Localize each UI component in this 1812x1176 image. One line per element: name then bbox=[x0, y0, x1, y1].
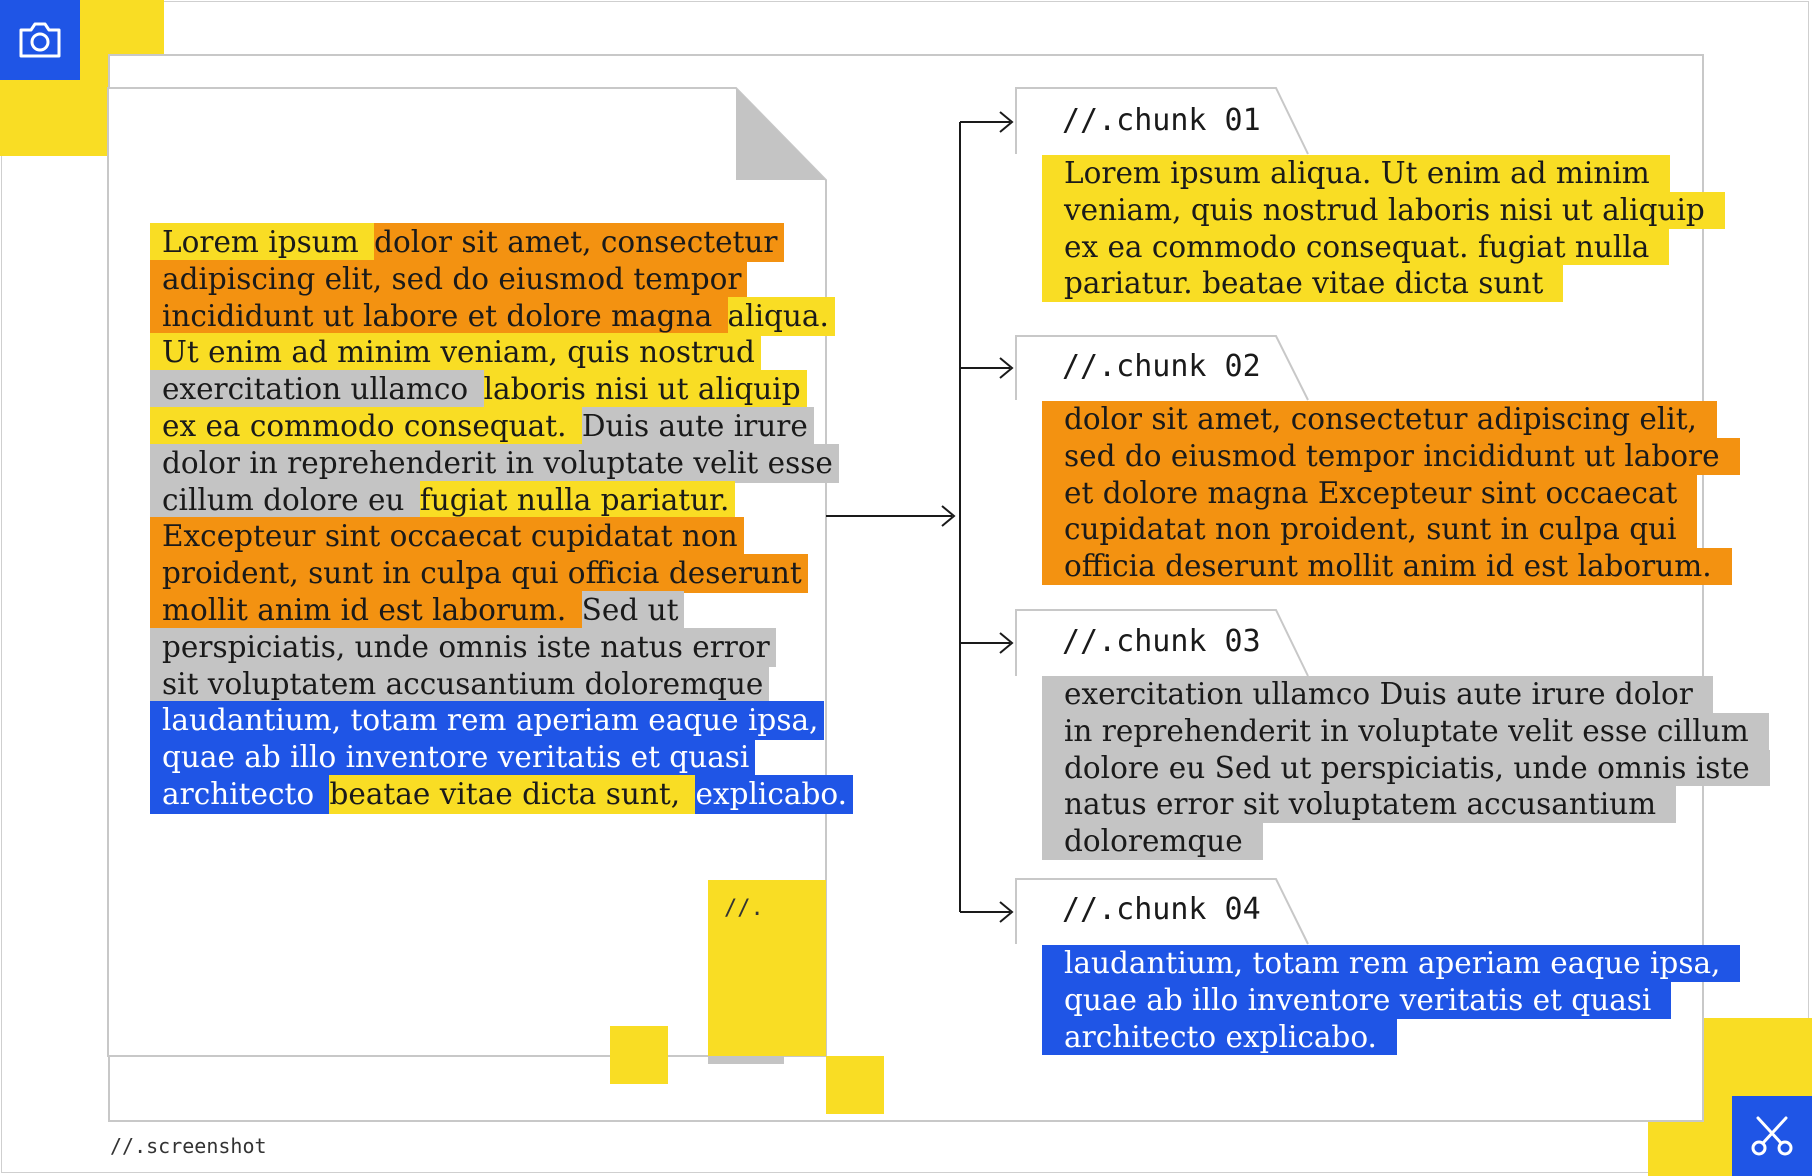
chunk-line: et dolore magna Excepteur sint occaecat bbox=[1042, 475, 1697, 512]
source-line bbox=[162, 224, 802, 261]
chunk-line: doloremque bbox=[1042, 823, 1263, 860]
chunk-line: officia deserunt mollit anim id est laborum. bbox=[1042, 548, 1732, 585]
source-line bbox=[162, 298, 829, 335]
source-segment-blue: quae ab illo inventore veritatis et quasi bbox=[150, 738, 755, 777]
source-segment-gray: perspiciatis, unde omnis iste natus error bbox=[150, 628, 776, 667]
chunk-line: veniam, quis nostrud laboris nisi ut aliquip bbox=[1042, 192, 1725, 229]
source-segment-blue: architecto bbox=[150, 775, 329, 814]
source-segment-gray: dolor in reprehenderit in voluptate velit esse bbox=[150, 444, 839, 483]
source-segment-orange: proident, sunt in culpa qui officia deserunt bbox=[150, 554, 808, 593]
source-segment-yellow: ex ea commodo consequat. bbox=[150, 407, 582, 446]
chunk-02-text bbox=[1042, 401, 1740, 585]
source-line bbox=[162, 666, 802, 703]
source-segment-yellow: Lorem ipsum bbox=[150, 223, 374, 262]
source-segment-orange: dolor sit amet, consectetur bbox=[374, 223, 783, 262]
source-segment-yellow: fugiat nulla pariatur. bbox=[420, 481, 736, 520]
source-line bbox=[162, 334, 802, 371]
source-line bbox=[162, 629, 802, 666]
chunk-02-label: //.chunk 02 bbox=[1062, 349, 1261, 384]
screenshot-caption: //.screenshot bbox=[110, 1134, 267, 1158]
source-segment-orange: mollit anim id est laborum. bbox=[150, 591, 582, 630]
chunk-line: sed do eiusmod tempor incididunt ut labore bbox=[1042, 438, 1740, 475]
chunk-line: laudantium, totam rem aperiam eaque ipsa, bbox=[1042, 945, 1740, 982]
source-line bbox=[162, 592, 802, 629]
source-line bbox=[162, 482, 802, 519]
source-segment-gray: cillum dolore eu bbox=[150, 481, 420, 520]
source-line bbox=[162, 445, 833, 482]
chunk-line: architecto explicabo. bbox=[1042, 1019, 1397, 1056]
chunk-01-label: //.chunk 01 bbox=[1062, 103, 1261, 138]
chunk-04-label: //.chunk 04 bbox=[1062, 892, 1261, 927]
chunk-line: pariatur. beatae vitae dicta sunt bbox=[1042, 265, 1563, 302]
source-segment-gray: exercitation ullamco bbox=[150, 370, 484, 409]
source-line bbox=[162, 261, 802, 298]
source-segment-gray: Sed ut bbox=[582, 591, 685, 630]
source-line bbox=[162, 555, 802, 592]
document-marker: //. bbox=[724, 896, 764, 921]
source-segment-yellow: laboris nisi ut aliquip bbox=[484, 370, 807, 409]
chunk-line: cupidatat non proident, sunt in culpa qui bbox=[1042, 511, 1697, 548]
source-segment-blue: explicabo. bbox=[695, 775, 852, 814]
chunk-03-text bbox=[1042, 676, 1770, 860]
chunk-line: dolore eu Sed ut perspiciatis, unde omnis iste bbox=[1042, 750, 1770, 787]
chunk-line: ex ea commodo consequat. fugiat nulla bbox=[1042, 229, 1669, 266]
chunk-01-text bbox=[1042, 155, 1725, 302]
source-segment-yellow: beatae vitae dicta sunt, bbox=[329, 775, 695, 814]
source-segment-blue: laudantium, totam rem aperiam eaque ipsa, bbox=[150, 701, 824, 740]
source-line bbox=[162, 518, 802, 555]
chunk-line: quae ab illo inventore veritatis et quasi bbox=[1042, 982, 1671, 1019]
chunk-line: natus error sit voluptatem accusantium bbox=[1042, 786, 1676, 823]
chunk-line: Lorem ipsum aliqua. Ut enim ad minim bbox=[1042, 155, 1670, 192]
source-segment-orange: Excepteur sint occaecat cupidatat non bbox=[150, 517, 744, 556]
chunk-03-label: //.chunk 03 bbox=[1062, 624, 1261, 659]
source-text bbox=[162, 224, 847, 813]
source-line bbox=[162, 371, 802, 408]
source-line bbox=[162, 408, 808, 445]
source-line bbox=[162, 776, 847, 813]
source-line bbox=[162, 702, 819, 739]
source-segment-orange: incididunt ut labore et dolore magna bbox=[150, 297, 728, 336]
chunk-line: exercitation ullamco Duis aute irure dolor bbox=[1042, 676, 1713, 713]
source-line bbox=[162, 739, 802, 776]
source-segment-yellow: aliqua. bbox=[728, 297, 835, 336]
chunk-line: in reprehenderit in voluptate velit esse cillum bbox=[1042, 713, 1769, 750]
source-segment-orange: adipiscing elit, sed do eiusmod tempor bbox=[150, 260, 747, 299]
chunk-line: dolor sit amet, consectetur adipiscing elit, bbox=[1042, 401, 1717, 438]
source-segment-gray: Duis aute irure bbox=[582, 407, 814, 446]
chunk-04-text bbox=[1042, 945, 1740, 1055]
source-segment-gray: sit voluptatem accusantium doloremque bbox=[150, 665, 769, 704]
source-segment-yellow: Ut enim ad minim veniam, quis nostrud bbox=[150, 333, 761, 372]
